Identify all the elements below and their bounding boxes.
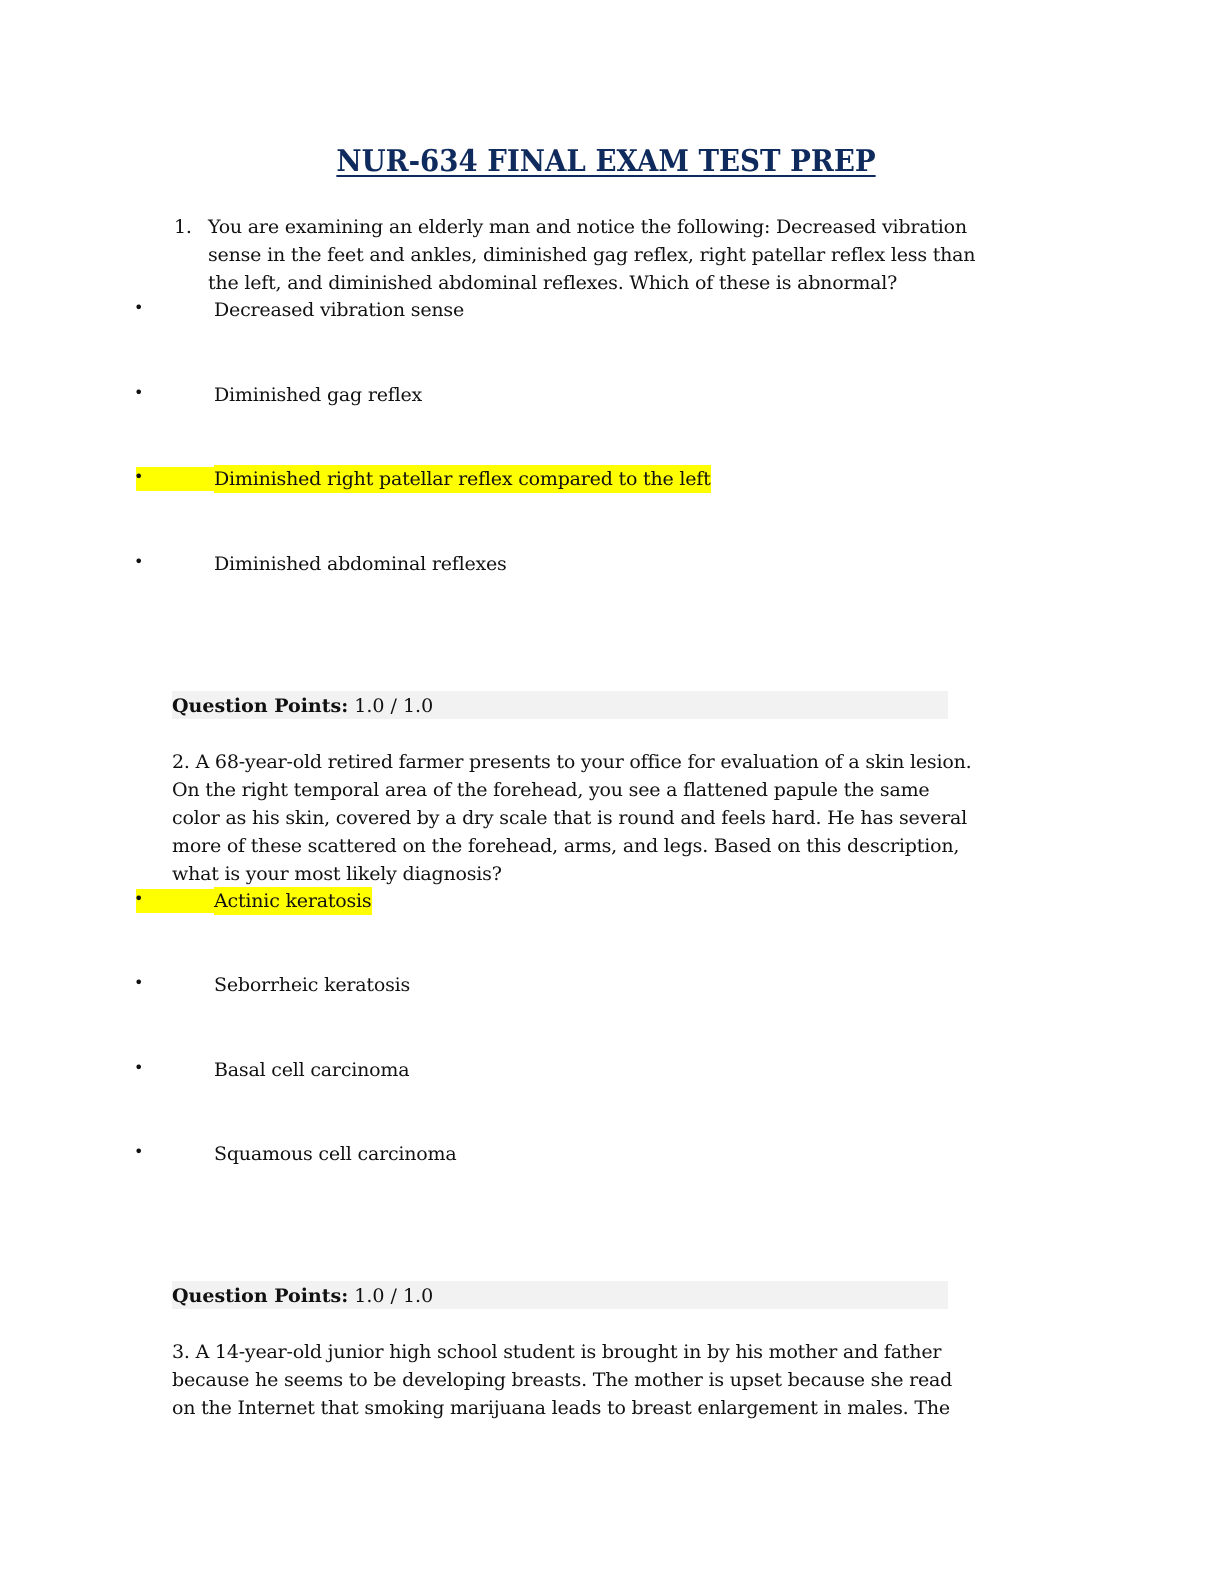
q1-option-1: Decreased vibration sense [214,299,465,321]
points-value: 1.0 / 1.0 [354,1285,434,1307]
bullet-icon: • [134,1058,144,1077]
question-2-text-line: On the right temporal area of the forehead, you see a flattened papule the same [172,779,930,801]
question-2-text-line: color as his skin, covered by a dry scale that is round and feels hard. He has several [172,807,968,829]
q1-option-2: Diminished gag reflex [214,384,423,406]
bullet-icon: • [134,552,144,571]
bullet-icon: • [134,889,144,908]
points-label: Question Points: [172,1285,349,1307]
question-1-text-line: sense in the feet and ankles, diminished gag reflex, right patellar reflex less than [208,244,976,266]
question-2-text-line: 2. A 68-year-old retired farmer presents to your office for evaluation of a skin lesion. [172,751,972,773]
q2-option-1-correct: Actinic keratosis [214,887,372,915]
points-value: 1.0 / 1.0 [354,695,434,717]
answer-highlight [136,889,214,913]
bullet-icon: • [134,1142,144,1161]
question-1-text-line: You are examining an elderly man and notice the following: Decreased vibration [208,216,967,238]
bullet-icon: • [134,973,144,992]
bullet-icon: • [134,298,144,317]
q2-option-2: Seborrheic keratosis [214,974,411,996]
question-1-text-line: the left, and diminished abdominal reflexes. Which of these is abnormal? [208,272,898,294]
question-3-text-line: on the Internet that smoking marijuana leads to breast enlargement in males. The [172,1397,950,1419]
points-label: Question Points: [172,695,349,717]
question-3-text-line: 3. A 14-year-old junior high school student is brought in by his mother and father [172,1341,942,1363]
question-1-number: 1. [174,216,192,238]
q2-option-3: Basal cell carcinoma [214,1059,410,1081]
question-1-points [172,691,948,719]
page-title: NUR-634 FINAL EXAM TEST PREP [336,144,876,179]
question-2-text-line: more of these scattered on the forehead, arms, and legs. Based on this description, [172,835,960,857]
q2-option-4: Squamous cell carcinoma [214,1143,457,1165]
q1-option-4: Diminished abdominal reflexes [214,553,507,575]
answer-highlight [136,467,214,491]
bullet-icon: • [134,467,144,486]
question-2-points [172,1281,948,1309]
bullet-icon: • [134,383,144,402]
question-2-text-line: what is your most likely diagnosis? [172,863,502,885]
q1-option-3-correct: Diminished right patellar reflex compared to the left [214,465,711,493]
question-3-text-line: because he seems to be developing breasts. The mother is upset because she read [172,1369,953,1391]
